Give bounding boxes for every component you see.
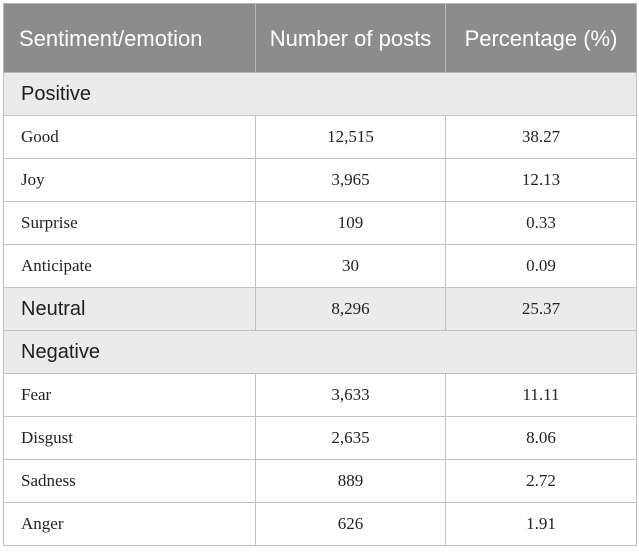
row-percentage: 8.06 bbox=[446, 417, 637, 460]
neutral-row bbox=[4, 288, 637, 331]
table-row bbox=[4, 417, 637, 460]
row-label: Anger bbox=[4, 503, 256, 546]
row-posts: 30 bbox=[256, 245, 446, 288]
row-label: Fear bbox=[4, 374, 256, 417]
table-row bbox=[4, 202, 637, 245]
group-row-positive bbox=[4, 73, 637, 116]
row-percentage: 0.09 bbox=[446, 245, 637, 288]
header-sentiment: Sentiment/emotion bbox=[4, 4, 256, 73]
group-row-negative bbox=[4, 331, 637, 374]
row-label: Anticipate bbox=[4, 245, 256, 288]
row-posts: 12,515 bbox=[256, 116, 446, 159]
table-row bbox=[4, 116, 637, 159]
row-percentage: 11.11 bbox=[446, 374, 637, 417]
row-label: Disgust bbox=[4, 417, 256, 460]
table-row bbox=[4, 159, 637, 202]
header-row bbox=[4, 4, 637, 73]
row-posts: 3,965 bbox=[256, 159, 446, 202]
row-label: Sadness bbox=[4, 460, 256, 503]
table-row bbox=[4, 245, 637, 288]
row-posts: 2,635 bbox=[256, 417, 446, 460]
row-posts: 3,633 bbox=[256, 374, 446, 417]
table-row bbox=[4, 460, 637, 503]
row-label: Surprise bbox=[4, 202, 256, 245]
header-number-of-posts: Number of posts bbox=[256, 4, 446, 73]
header-percentage: Percentage (%) bbox=[446, 4, 637, 73]
row-posts: 8,296 bbox=[256, 288, 446, 331]
table-body bbox=[4, 73, 637, 546]
sentiment-table bbox=[3, 3, 637, 546]
row-percentage: 25.37 bbox=[446, 288, 637, 331]
table-header bbox=[4, 4, 637, 73]
row-percentage: 2.72 bbox=[446, 460, 637, 503]
table-row bbox=[4, 374, 637, 417]
group-label-positive: Positive bbox=[4, 73, 637, 116]
row-percentage: 12.13 bbox=[446, 159, 637, 202]
row-percentage: 38.27 bbox=[446, 116, 637, 159]
row-label: Good bbox=[4, 116, 256, 159]
row-percentage: 0.33 bbox=[446, 202, 637, 245]
row-label-neutral: Neutral bbox=[4, 288, 256, 331]
table-row bbox=[4, 503, 637, 546]
row-posts: 626 bbox=[256, 503, 446, 546]
row-posts: 109 bbox=[256, 202, 446, 245]
row-posts: 889 bbox=[256, 460, 446, 503]
row-percentage: 1.91 bbox=[446, 503, 637, 546]
group-label-negative: Negative bbox=[4, 331, 637, 374]
row-label: Joy bbox=[4, 159, 256, 202]
